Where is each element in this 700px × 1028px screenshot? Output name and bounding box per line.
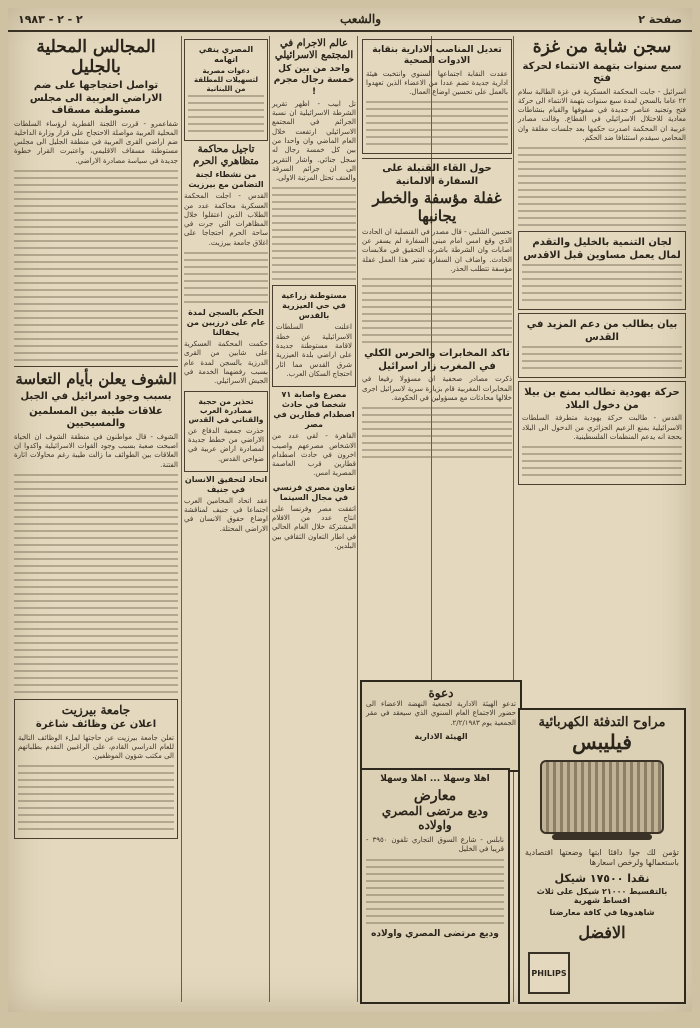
article-headline: مصرع واصابة ٧١ شخصا في حادث اصطدام قطارين في مصر — [273, 390, 355, 430]
article-subhead: واحد من بين كل خمسة رجال مجرم ! — [273, 64, 355, 97]
philips-ad — [518, 708, 686, 1004]
ad-body: تدعو الهيئة الادارية لجمعية النهضة الاعضاء الى حضور الاجتماع العام السنوي الذي سيعقد في مقر الجمعية يوم ٢/٢/١٩٨٣. — [363, 700, 516, 727]
article-body: اتفقت مصر وفرنسا على انتاج عدد من الافلام المشتركة خلال العام الحالي في اطار التعاون الثقافي بين البلدين. — [269, 504, 356, 550]
ad-body: نابلس - شارع السوق التجاري تلفون ٣٩٥٠ - قريبا في الخليل — [363, 836, 504, 854]
news-box — [362, 39, 512, 154]
column-1 — [515, 36, 686, 676]
news-box — [518, 313, 686, 378]
article-subhead: سبع سنوات بتهمة الانتماء لحركة فتح — [522, 60, 682, 85]
box-headline: حركة يهودية تطالب بمنع بن بيلا من دخول البلاد — [524, 387, 680, 411]
news-box — [518, 231, 686, 310]
article-headline: المجالس المحلية بالجليل — [36, 37, 156, 77]
column-5 — [11, 36, 178, 1006]
article-headline: الحكم بالسجن لمدة عام على درزيين من يحفالنا — [186, 308, 266, 338]
article-body: تل ابيب - اظهر تقرير الشرطة الاسرائيلية ان نسبة الجرائم في المجتمع الاسرائيلي ارتفعت خلال العام الماضي وان واحدا من بين كل خمسة رجال له سجل جنائي. واشار التقرير الى ان جرائم السرقة والعنف تحتل المرتبة الاولى. — [269, 99, 356, 183]
ad-tagline: شاهدوها في كافة معارضنا — [549, 908, 655, 917]
box-headline: اعلان عن وظائف شاغرة — [35, 719, 157, 731]
article-body: القدس - اجلت المحكمة العسكرية محاكمة عدد من الطلاب الذين اعتقلوا خلال المظاهرات التي جرت في ساحة الحرم احتجاجا على اغلاق جامعة بيرزيت. — [181, 192, 268, 247]
ad-title: معارض — [413, 788, 457, 804]
article-body: القاهرة - لقي عدد من الاشخاص مصرعهم واصيب اخرون في حادث اصطدام قطارين قرب العاصمة المصرية امس. — [269, 432, 356, 478]
article-body: اسرائيل - جابت المحكمة العسكرية في غزة الطالبة سلام ٢٢ عاما بالسجن لمدة سبع سنوات بتهمة الانتماء الى حركة فتح وتجنيد عناصر جديدة في صفوفها والقيام بنشاطات معادية للاحتلال الاسرائيلي في القطاع. وقالت مصادر عربية ان المحكمة اصدرت حكمها بعد جلسات مغلقة وان المحامي سيقدم استئنافا ضد الحكم. — [515, 87, 686, 143]
box-body: اعلنت السلطات الاسرائيلية عن خطة لاقامة مستوطنة جديدة على اراضي بلدة العيزرية شرق القدس مما اثار احتجاج السكان العرب. — [273, 323, 352, 378]
university-name: جامعة بيرزيت — [61, 703, 131, 718]
article-body: شفاعمرو - قررت اللجنة القطرية لرؤساء السلطات المحلية العربية مواصلة الاحتجاج على قرار وزارة الداخلية ضم اراضي القرى العربية في منطقة الجليل الى مجلس مستوطنة مسقاف الاقليمي، واعتبرت القرار خطوة جديدة في سياسة مصادرة الاراضي. — [11, 119, 178, 165]
text-lines — [518, 147, 686, 226]
news-box — [184, 39, 268, 141]
news-box — [518, 381, 686, 485]
ad-cash-price: نقدا ١٧٥٠٠ شيكل — [554, 872, 650, 885]
article-body: الشوف - قال مواطنون في منطقة الشوف ان الحياة اصبحت صعبة بسبب وجود القوات الاسرائيلية واكدوا ان العلاقات بين الطوائف ما زالت طيبة رغم محاولات اثارة الفتنة. — [11, 432, 178, 469]
article-subhead: علاقات طيبة بين المسلمين والمسيحيين — [29, 405, 163, 430]
article-headline: تاجيل محاكمة متظاهري الحرم — [193, 144, 259, 167]
box-body: عقدت النقابة اجتماعها السنوي وانتخبت هيئة ادارية جديدة تضم عددا من الاعضاء الذين تعهدوا بالعمل على تحسين اوضاع العمال. — [363, 69, 508, 97]
article-headline: حول القاء القنبلة على السفارة الالمانية — [382, 163, 492, 187]
article-headline: تاكد المخابرات والحرس الكلي في المغرب زار اسرائيل — [364, 348, 510, 372]
ad-body: تؤمن لك جوا دافئا ابتها وضعتها اقتصادية باستعمالها ولرخص اسعارها — [522, 848, 679, 867]
article-subhead: غفلة مؤسفة والخطر يجانبها — [372, 189, 502, 225]
paper-name: والشعب — [340, 12, 382, 26]
article-headline: تعاون مصري فرنسي في مجال السينما — [272, 482, 356, 502]
box-headline: تعديل المناصب الادارية بنقابة الادوات الصحية — [372, 45, 502, 67]
article-body: حكمت المحكمة العسكرية على شابين من القرى الدرزية بالسجن لمدة عام بسبب رفضهما الخدمة في الجيش الاسرائيلي. — [181, 340, 268, 386]
article-body: تحسين الشلبي - قال مصدر في القنصلية ان الحادث الذي وقع امس امام مبنى السفارة لم يسفر عن اصابات وان الشرطة باشرت التحقيق في ملابسات الحادث. واضاف ان السفارة تعتبر هذا العمل غفلة مؤسفة تتطلب الحذر. — [359, 227, 512, 274]
column-3 — [269, 36, 356, 676]
box-headline: المصري ينفي اتهامه — [198, 45, 254, 64]
article-headline: الشوف يعلن بأيام التعاسة — [15, 370, 177, 389]
ad-title: دعوة — [428, 686, 454, 700]
newspaper-page — [8, 8, 692, 1012]
ad-footer: وديع مرتضى المصري واولاده — [371, 928, 499, 939]
ad-installment: بالتقسيط ٢١٠٠٠ شيكل على ثلاث اقساط شهرية — [536, 887, 668, 905]
article-headline: سجن شابة من غزة — [532, 37, 672, 57]
showroom-ad — [360, 768, 510, 1004]
article-subhead: من نشطاء لجنة التضامن مع بيرزيت — [188, 170, 264, 190]
philips-logo: PHILIPS — [528, 952, 570, 994]
article-subhead: بسبب وجود اسرائيل في الجبل — [20, 391, 172, 403]
column-rule — [357, 36, 358, 1002]
issue-date: ٢ - ٢ - ١٩٨٣ — [18, 12, 83, 26]
heater-illustration — [540, 760, 664, 834]
article-subhead: تواصل احتجاجها على ضم الاراضي العربية الى مجلس مستوطنة مسقاف — [29, 80, 163, 117]
invitation-ad — [360, 680, 522, 772]
column-2 — [360, 36, 514, 676]
article-headline: عالم الاجرام في المجتمع الاسرائيلي — [274, 38, 354, 61]
article-body: ذكرت مصادر صحفية ان مسؤولا رفيعا في المخابرات المغربية قام بزيارة سرية لاسرائيل اجرى خلالها محادثات مع مسؤولين في الحكومة. — [359, 375, 512, 402]
box-body: حذرت جمعية الدفاع عن الاراضي من خطط جديدة لمصادرة اراض عربية في ضواحي القدس. — [185, 426, 264, 463]
box-subhead: دعوات مصرية لتسهيلات للمطلقة من اللبنانية — [193, 67, 258, 93]
news-box — [184, 391, 268, 472]
ad-title: مراوح التدفئة الكهربائية — [538, 715, 666, 730]
page-label: صفحة ٢ — [638, 12, 682, 26]
ad-slogan: الافضل — [578, 923, 626, 942]
box-headline: تحذير من حجبة مصادرة العرب والقناني في القدس — [188, 396, 264, 425]
column-4 — [181, 36, 268, 676]
box-headline: بيان يطالب من دعم المزيد في القدس — [526, 319, 678, 343]
box-body: تعلن جامعة بيرزيت عن حاجتها لملء الوظائف التالية للعام الدراسي القادم، على الراغبين التقدم بطلباتهم الى مكتب شؤون الموظفين. — [15, 733, 174, 761]
ad-brand: فيليبس — [572, 730, 632, 754]
masthead — [8, 8, 692, 32]
ad-company: وديع مرتضى المصري واولاده — [381, 804, 489, 832]
ad-welcome: اهلا وسهلا ... اهلا وسهلا — [380, 774, 490, 784]
box-headline: مستوطنة زراعية في حي العيزرية بالقدس — [281, 291, 347, 321]
box-body: القدس - طالبت حركة يهودية متطرفة السلطات الاسرائيلية بمنع الزعيم الجزائري من الدخول الى البلاد بحجة انه يدعم المنظمات الفلسطينية. — [519, 414, 682, 441]
article-body: عقد اتحاد المحامين العرب اجتماعا في جنيف لمناقشة اوضاع حقوق الانسان في الاراضي المحتلة. — [181, 496, 268, 533]
article-headline: اتحاد لتحقيق الانسان في جنيف — [184, 474, 268, 494]
ad-signature: الهيئة الادارية — [414, 731, 468, 741]
job-ad-box — [14, 699, 178, 839]
news-box — [272, 285, 356, 387]
box-headline: لجان التنمية بالخليل والتقدم لمال يعمل مساوين قبل الاقدس — [523, 237, 681, 261]
